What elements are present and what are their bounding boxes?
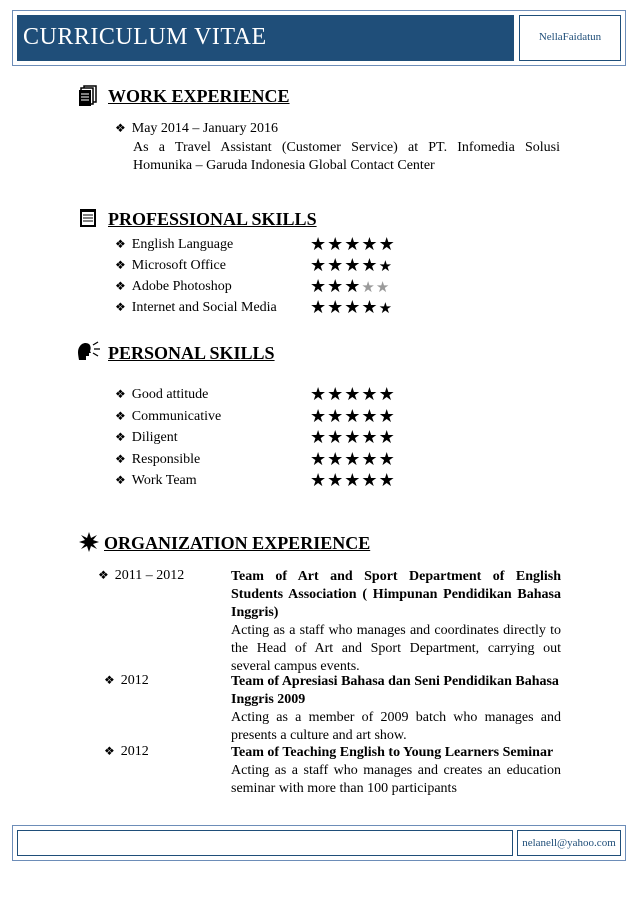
star-icon: ★ — [310, 384, 328, 404]
section-title-work-experience: WORK EXPERIENCE — [108, 86, 290, 106]
star-icon: ★ — [378, 405, 396, 426]
org-entry-date — [98, 568, 184, 584]
diamond-bullet-icon: ❖ — [115, 387, 126, 401]
star-icon: ★ — [378, 448, 396, 469]
diamond-bullet-icon: ❖ — [115, 258, 126, 272]
star-icon: ★ — [327, 384, 345, 404]
skill-rating — [310, 407, 396, 425]
star-icon: ★ — [378, 470, 396, 490]
star-icon: ★ — [378, 384, 396, 404]
skill-rating — [310, 277, 390, 297]
skill-item — [115, 452, 200, 468]
skill-rating — [310, 471, 396, 489]
org-entry-description: Acting as a staff who manages and coordinates directly to the Head of Art and Sport Department, carrying out several campus events. — [231, 623, 561, 674]
skill-name: Communicative — [131, 408, 222, 424]
star-icon: ★ — [327, 234, 345, 254]
footer — [12, 825, 626, 861]
star-icon: ★ — [344, 234, 362, 254]
star-icon: ★ — [310, 427, 328, 447]
skill-name: Adobe Photoshop — [131, 279, 232, 294]
diamond-bullet-icon: ❖ — [115, 121, 126, 135]
work-role: As a Travel Assistant (Customer Service) at PT. Infomedia Solusi — [133, 140, 560, 155]
skill-rating — [310, 235, 396, 253]
org-entry-description: Acting as a staff who manages and creates an education seminar with more than 100 participants — [231, 763, 561, 796]
skill-name: Good attitude — [131, 387, 209, 402]
starburst-icon — [79, 532, 99, 556]
diamond-bullet-icon: ❖ — [115, 300, 126, 314]
skill-item — [115, 300, 277, 316]
star-icon: ★ — [310, 297, 328, 317]
star-icon: ★ — [310, 276, 328, 296]
skill-name: Microsoft Office — [131, 258, 226, 273]
diamond-bullet-icon: ❖ — [98, 568, 109, 582]
skill-name: Internet and Social Media — [131, 300, 277, 315]
star-icon: ★ — [327, 297, 345, 317]
star-icon: ★ — [361, 427, 379, 447]
skill-name: Responsible — [131, 451, 201, 467]
star-icon: ★ — [344, 405, 362, 426]
star-icon: ★ — [310, 448, 328, 469]
star-icon: ★ — [361, 448, 379, 469]
page-title: CURRICULUM VITAE — [23, 24, 267, 50]
diamond-bullet-icon: ❖ — [115, 408, 126, 423]
org-entry-description: Acting as a member of 2009 batch who manages and presents a culture and art show. — [231, 710, 561, 743]
org-entry-date — [104, 744, 149, 760]
author-name: NellaFaidatun — [538, 31, 602, 43]
diamond-bullet-icon: ❖ — [115, 451, 126, 466]
diamond-bullet-icon: ❖ — [115, 430, 126, 444]
star-icon: ★ — [361, 297, 379, 317]
star-icon: ★ — [344, 384, 362, 404]
skill-rating — [310, 256, 393, 276]
document-stack-icon — [78, 85, 98, 111]
star-icon: ★ — [327, 405, 345, 426]
work-company: Homunika – Garuda Indonesia Global Contact Center — [133, 158, 435, 173]
star-icon: ★ — [361, 384, 379, 404]
skill-item — [115, 387, 208, 403]
star-icon: ★ — [310, 255, 328, 275]
footer-email-box — [517, 830, 621, 856]
skill-item — [115, 258, 226, 274]
star-icon: ★ — [361, 280, 376, 296]
diamond-bullet-icon: ❖ — [115, 279, 126, 293]
star-icon: ★ — [361, 405, 379, 426]
org-entry-date — [104, 673, 149, 689]
skill-item — [115, 279, 232, 295]
header-title-bar — [17, 15, 514, 61]
skill-name: Work Team — [131, 473, 197, 488]
diamond-bullet-icon: ❖ — [104, 744, 115, 758]
skill-item — [115, 430, 178, 446]
star-icon: ★ — [327, 276, 345, 296]
header — [12, 10, 626, 66]
star-icon: ★ — [378, 427, 396, 447]
footer-bar — [17, 830, 513, 856]
org-date-text: 2012 — [120, 744, 149, 759]
section-title-personal-skills: PERSONAL SKILLS — [108, 343, 275, 363]
star-icon: ★ — [327, 255, 345, 275]
star-icon: ★ — [310, 405, 328, 426]
star-icon: ★ — [344, 255, 362, 275]
star-icon: ★ — [327, 427, 345, 447]
skill-item — [115, 237, 233, 253]
star-icon: ★ — [344, 448, 362, 469]
star-icon: ★ — [327, 448, 345, 469]
diamond-bullet-icon: ❖ — [104, 673, 115, 687]
skill-rating — [310, 450, 396, 468]
org-date-text: 2011 – 2012 — [114, 568, 185, 583]
star-icon: ★ — [344, 427, 362, 447]
skill-name: English Language — [131, 237, 234, 252]
org-entry-title: Team of Art and Sport Department of English Students Association ( Himpunan Pendidikan Bahasa Inggris) — [231, 569, 561, 620]
star-icon: ★ — [344, 297, 362, 317]
diamond-bullet-icon: ❖ — [115, 473, 126, 487]
skill-item — [115, 409, 221, 425]
star-icon: ★ — [344, 276, 362, 296]
star-icon: ★ — [361, 234, 379, 254]
org-entry — [231, 744, 561, 798]
work-period — [115, 121, 278, 137]
skill-item — [115, 473, 197, 489]
skill-name: Diligent — [131, 430, 178, 445]
section-title-professional-skills: PROFESSIONAL SKILLS — [108, 209, 317, 229]
org-entry-title: Team of Apresiasi Bahasa dan Seni Pendidikan Bahasa Inggris 2009 — [231, 674, 559, 707]
star-icon: ★ — [344, 470, 362, 490]
section-title-organization-experience: ORGANIZATION EXPERIENCE — [104, 533, 371, 553]
org-entry — [231, 673, 561, 745]
star-icon: ★ — [375, 280, 391, 296]
skill-rating — [310, 298, 393, 318]
org-entry-title: Team of Teaching English to Young Learners Seminar — [231, 745, 554, 760]
header-name-box — [519, 15, 621, 61]
star-icon: ★ — [327, 470, 345, 490]
diamond-bullet-icon: ❖ — [115, 237, 126, 251]
speaking-head-icon — [76, 340, 102, 366]
org-entry — [231, 568, 561, 676]
star-icon: ★ — [378, 259, 394, 275]
star-icon: ★ — [310, 234, 328, 254]
notepad-icon — [79, 208, 97, 232]
org-date-text: 2012 — [120, 673, 149, 688]
star-icon: ★ — [310, 470, 328, 490]
contact-email[interactable]: nelanell@yahoo.com — [522, 837, 616, 849]
star-icon: ★ — [361, 255, 379, 275]
skill-rating — [310, 428, 396, 446]
star-icon: ★ — [361, 470, 379, 490]
star-icon: ★ — [378, 301, 394, 317]
star-icon: ★ — [378, 234, 396, 254]
skill-rating — [310, 385, 396, 403]
work-period-text: May 2014 – January 2016 — [131, 121, 278, 136]
